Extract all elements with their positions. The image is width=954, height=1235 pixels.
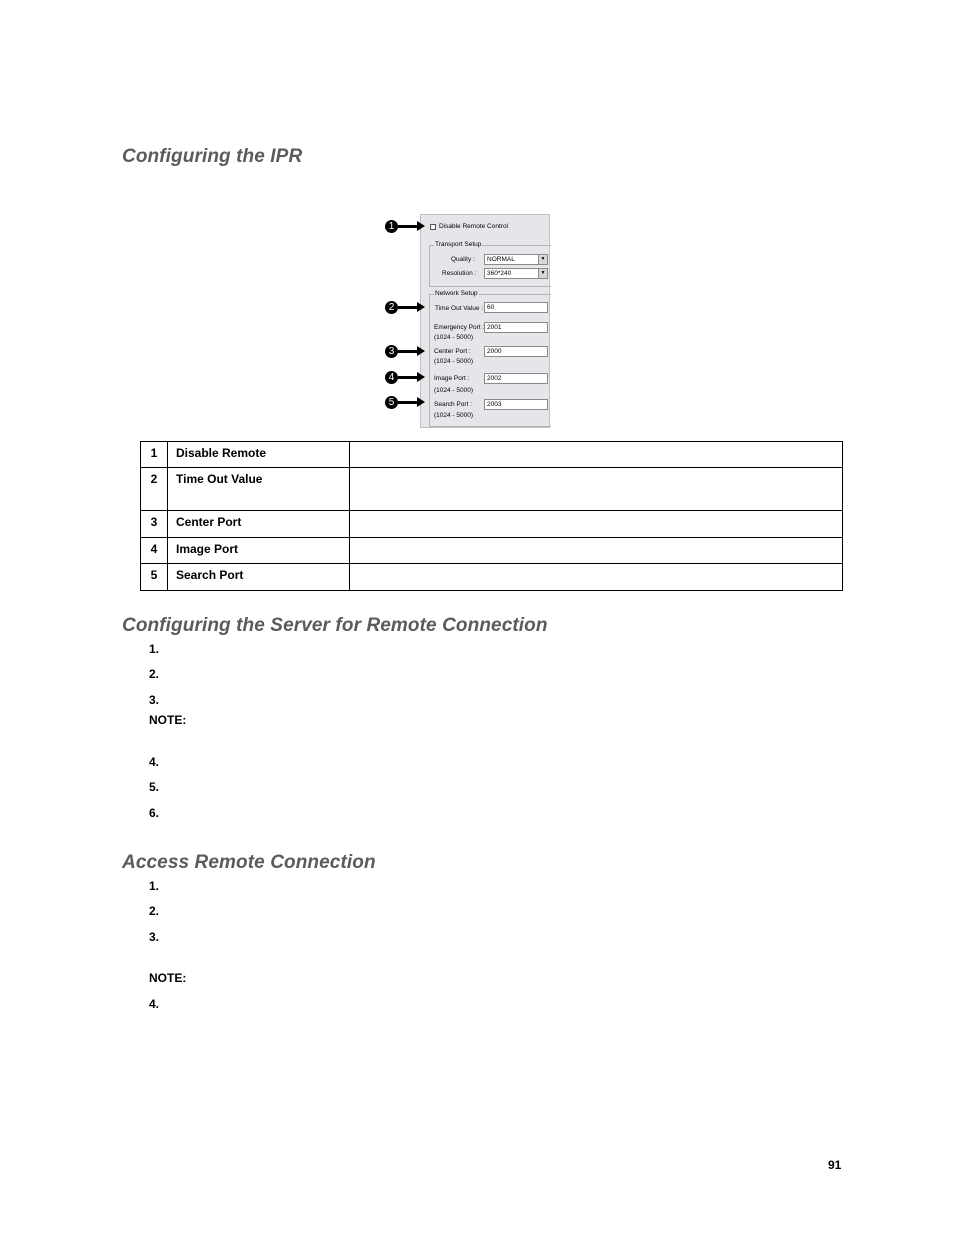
search-port-field <box>484 399 548 410</box>
image-port-value: 2002 <box>487 375 502 382</box>
transport-setup-group <box>429 241 551 287</box>
table-cell-num: 1 <box>141 442 168 468</box>
note-label: NOTE: <box>149 971 187 985</box>
arrow-icon <box>398 401 418 404</box>
image-port-field <box>484 373 548 384</box>
center-port-value: 2000 <box>487 348 502 355</box>
note-label: NOTE: <box>149 713 187 727</box>
table-cell-name: Search Port <box>168 564 350 591</box>
arrow-icon <box>398 306 418 309</box>
page-number: 91 <box>828 1158 842 1172</box>
table-row <box>141 468 843 511</box>
callout-5: 5 <box>385 396 398 409</box>
emergency-port-label: Emergency Port : <box>434 324 485 331</box>
table-cell-desc <box>350 511 843 538</box>
arrow-icon <box>398 225 418 228</box>
callout-legend-table <box>140 441 843 591</box>
section-title-access-remote: Access Remote Connection <box>122 852 376 873</box>
disable-remote-label: Disable Remote Control <box>439 223 509 230</box>
search-port-value: 2003 <box>487 401 502 408</box>
search-port-range: (1024 - 5000) <box>434 412 474 419</box>
callout-2: 2 <box>385 301 398 314</box>
timeout-value: 60 <box>487 304 495 311</box>
step-number: 3. <box>149 930 160 944</box>
center-port-label: Center Port : <box>434 348 471 355</box>
timeout-field <box>484 302 548 313</box>
search-port-label: Search Port : <box>434 401 472 408</box>
step-number: 5. <box>149 780 160 794</box>
quality-dropdown <box>484 254 548 265</box>
table-cell-name: Time Out Value <box>168 468 350 511</box>
center-port-range: (1024 - 5000) <box>434 358 474 365</box>
transport-setup-title: Transport Setup <box>435 241 482 248</box>
center-port-field <box>484 346 548 357</box>
emergency-port-field <box>484 322 548 333</box>
table-cell-name: Center Port <box>168 511 350 538</box>
table-cell-name: Disable Remote <box>168 442 350 468</box>
section-title-server-remote: Configuring the Server for Remote Connection <box>122 615 548 636</box>
table-cell-num: 3 <box>141 511 168 538</box>
step-number: 3. <box>149 693 160 707</box>
table-row <box>141 511 843 538</box>
quality-value: NORMAL <box>487 256 515 263</box>
arrow-icon <box>398 350 418 353</box>
table-cell-num: 2 <box>141 468 168 511</box>
image-port-range: (1024 - 5000) <box>434 387 474 394</box>
step-number: 6. <box>149 806 160 820</box>
step-number: 4. <box>149 755 160 769</box>
table-cell-desc <box>350 442 843 468</box>
callout-1: 1 <box>385 220 398 233</box>
image-port-label: Image Port : <box>434 375 470 382</box>
resolution-label: Resolution : <box>442 270 477 277</box>
ipr-settings-figure <box>420 214 550 428</box>
resolution-value: 360*240 <box>487 270 512 277</box>
table-cell-desc <box>350 564 843 591</box>
emergency-port-value: 2001 <box>487 324 502 331</box>
resolution-dropdown <box>484 268 548 279</box>
step-number: 1. <box>149 879 160 893</box>
quality-label: Quality : <box>451 256 475 263</box>
table-cell-name: Image Port <box>168 538 350 564</box>
step-number: 1. <box>149 642 160 656</box>
network-setup-title: Network Setup <box>435 290 478 297</box>
table-row <box>141 442 843 468</box>
table-cell-desc <box>350 538 843 564</box>
table-row <box>141 564 843 591</box>
step-number: 2. <box>149 904 160 918</box>
step-number: 2. <box>149 667 160 681</box>
timeout-label: Time Out Value : <box>435 305 484 312</box>
callout-4: 4 <box>385 371 398 384</box>
table-cell-num: 5 <box>141 564 168 591</box>
step-number: 4. <box>149 997 160 1011</box>
table-cell-desc <box>350 468 843 511</box>
section-title-configuring-ipr: Configuring the IPR <box>122 146 303 167</box>
table-row <box>141 538 843 564</box>
chevron-down-icon: ▼ <box>538 269 547 278</box>
arrow-icon <box>398 376 418 379</box>
chevron-down-icon: ▼ <box>538 255 547 264</box>
emergency-port-range: (1024 - 5000) <box>434 334 474 341</box>
callout-3: 3 <box>385 345 398 358</box>
table-cell-num: 4 <box>141 538 168 564</box>
disable-remote-checkbox <box>430 224 436 230</box>
